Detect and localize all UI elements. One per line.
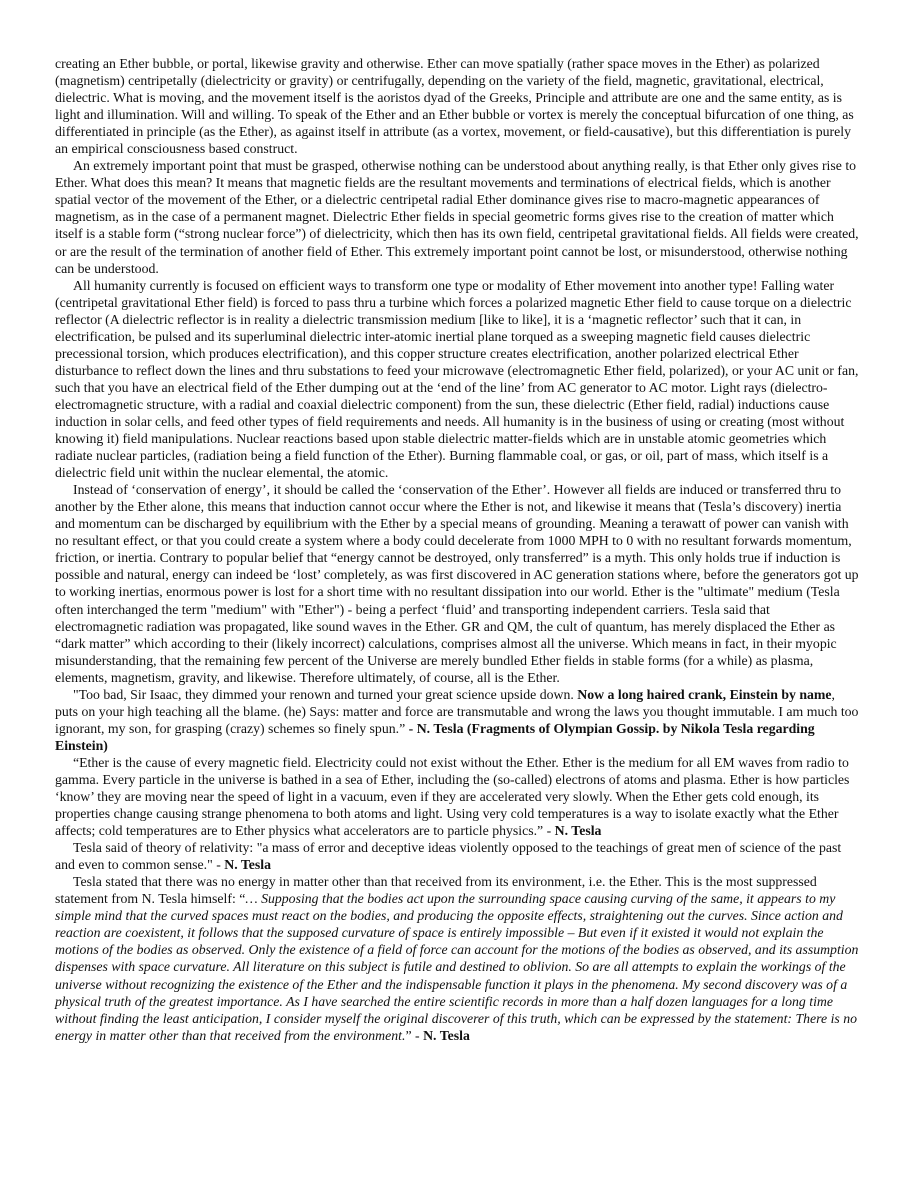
paragraph <box>55 157 861 276</box>
quote-paragraph <box>55 839 861 873</box>
quote-paragraph <box>55 873 861 1043</box>
quote-attribution: N. Tesla <box>423 1027 470 1043</box>
paragraph-text: Instead of ‘conservation of energy’, it should be called the ‘conservation of the Ether’. However all fields are induced or transferred thru to another by the Ether alone, this means that induction cannot occur where the Ether is not, and likewise it means that (Tesla’s discovery) inertia and momentum can be discharged by equilibrium with the Ether by a special means of grounding. Meaning a terawatt of power can vanish with no resultant effect, or that you could create a system where a body could decelerate from 1000 MPH to 0 with no resultant forwards momentum, friction, or inertia. Contrary to popular belief that “energy cannot be destroyed, only transferred” is a myth. This only holds true if induction is possible and natural, energy can indeed be ‘lost’ completely, as was first discovered in AC generation stations where, before the generators got up to working inertias, enormous power is lost for a short time with no resultant dissipation into our world. Ether is the "ultimate" medium (Tesla often interchanged the term "medium" with "Ether") - being a perfect ‘fluid’ and transporting independent carriers. Tesla said that electromagnetic radiation was propagated, like sound waves in the Ether. GR and QM, the cult of quantum, has merely displaced the Ether as “dark matter” which according to their (likely incorrect) calculations, comprises almost all the universe. Which means in fact, in their myopic misunderstanding, that the remaining few percent of the Universe are merely bundled Ether fields in stable forms (for a while) as plasma, elements, magnetism, gravity, and likewise. Therefore ultimately, of course, all is the Ether. <box>55 482 859 685</box>
italic-quote-text: … Supposing that the bodies act upon the surrounding space causing curving of the same, it appears to my simple mind that the curved spaces must react on the bodies, and producing the opposite effects, straightening out the curves. Since action and reaction are coexistent, it follows that the supposed curvature of space is entirely impossible – But even if it existed it would not explain the motions of the bodies as observed. Only the existence of a field of force can account for the motions of the bodies as observed, and its assumption dispenses with space curvature. All literature on this subject is futile and destined to oblivion. So are all attempts to explain the workings of the universe without recognizing the existence of the Ether and the indispensable function it plays in the phenomena. My second discovery was of a physical truth of the greatest importance. As I have searched the entire scientific records in more than a half dozen languages for a long time without finding the least anticipation, I consider myself the original discoverer of this truth, which can be expressed by the statement: There is no energy in matter other than that received from the environment. <box>55 891 859 1043</box>
quote-attribution: N. Tesla <box>224 857 272 873</box>
quote-paragraph <box>55 754 861 839</box>
paragraph-text: “Ether is the cause of every magnetic field. Electricity could not exist without the Ether. Ether is the medium for all EM waves from radio to gamma. Every particle in the universe is bathed in a sea of Ether, including the (so-called) electrons of atoms and plasma. Ether is how particles ‘know’ they are moving near the speed of light in a vacuum, even if they are accelerated very slowly. When the Ether gets cold enough, its properties change causing strange phenomena to both atoms and light. Using very cold temperatures is a way to isolate exactly what the Ether affects; cold temperatures are to Ether physics what accelerators are to particle physics.” - <box>55 754 850 839</box>
quote-attribution: N. Tesla <box>554 823 602 839</box>
document-body <box>55 55 861 1044</box>
emphasis-text: Now a long haired crank, Einstein by name <box>577 686 832 702</box>
paragraph-text: , puts on your high teaching all the blame. (he) Says: matter and force are transmutable and wrong the laws you thought immutable. I am much too ignorant, my son, for grasping (crazy) schemes so finely spun.” <box>55 686 859 736</box>
paragraph-text: creating an Ether bubble, or portal, likewise gravity and otherwise. Ether can move spatially (rather space moves in the Ether) as polarized (magnetism) centripetally (dielectricity or gravity) or centrifugally, depending on the variety of the field, magnetic, gravitational, electrical, dielectric. What is moving, and the movement itself is the aoristos dyad of the Greeks, Principle and attribute are one and the same entity, as is light and illumination. Will and willing. To speak of the Ether and an Ether bubble or vortex is merely the conceptual bifurcation of one thing, as differentiated in principle (as the Ether), as against itself in attribute (as a vortex, movement, or field-causative), but this differentiation is purely an empirical consciousness based construct. <box>55 56 854 157</box>
paragraph <box>55 55 861 157</box>
quote-attribution: - N. Tesla (Fragments of Olympian Gossip. by Nikola Tesla regarding Einstein) <box>55 720 815 753</box>
paragraph-text: ” - <box>405 1027 424 1043</box>
paragraph-text: Tesla said of theory of relativity: "a mass of error and deceptive ideas violently opposed to the teachings of great men of science of the past and even to common sense." - <box>55 840 842 873</box>
paragraph-text: All humanity currently is focused on efficient ways to transform one type or modality of Ether movement into another type! Falling water (centripetal gravitational Ether field) is forced to pass thru a turbine which forces a polarized magnetic Ether field to cause torque on a dielectric reflector (A dielectric reflector is in reality a dielectric transmission medium [like to like], it is a ‘magnetic reflector’ such that it can, in electrification, be pulsed and its superluminal dielectric inter-atomic inertial plane torqued as a sweeping magnetic field causes dielectric precessional torsion, which produces electrification), and this copper structure creates electrification, another polarized electrical Ether disturbance to reflect down the lines and thru substations to feed your microwave (electromagnetic Ether field, polarized), or your AC unit or fan, such that you have an electrical field of the Ether dumping out at the ‘end of the line’ from AC generator to AC motor. Light rays (dielectro-electromagnetic structure, with a radial and coaxial dielectric component) from the sun, these dielectric (Ether field, radial) inductions cause induction in solar cells, and feed other types of field requirements and needs. All humanity is in the business of using or creating (most without knowing it) field manipulations. Nuclear reactions based upon stable dielectric matter-fields which are in unstable atomic geometries which radiate nuclear particles, (radiation being a field function of the Ether). Burning flammable coal, or gas, or oil, part of mass, which itself is a dielectric field unit within the nuclear elemental, the atomic. <box>55 277 859 481</box>
paragraph <box>55 481 861 686</box>
quote-paragraph <box>55 686 861 754</box>
paragraph-text: "Too bad, Sir Isaac, they dimmed your renown and turned your great science upside down. <box>73 686 578 702</box>
paragraph <box>55 277 861 482</box>
paragraph-text: Tesla stated that there was no energy in matter other than that received from its environment, i.e. the Ether. This is the most suppressed statement from N. Tesla himself: “ <box>55 874 817 907</box>
paragraph-text: An extremely important point that must be grasped, otherwise nothing can be understood about anything really, is that Ether only gives rise to Ether. What does this mean? It means that magnetic fields are the resultant movements and terminations of electrical fields, which is another spatial vector of the movement of the Ether, or a dielectric centripetal radial Ether dominance gives rise to macro-magnetic appearances of magnetism, as in the case of a permanent magnet. Dielectric Ether fields in special geometric forms gives rise to the creation of matter which itself is a stable form (“strong nuclear force”) of dielectricity, which then has its own field, centripetal gravitational fields. All fields were created, or are the result of the termination of another field of Ether. This extremely important point cannot be lost, or misunderstood, otherwise nothing can be understood. <box>55 158 859 276</box>
